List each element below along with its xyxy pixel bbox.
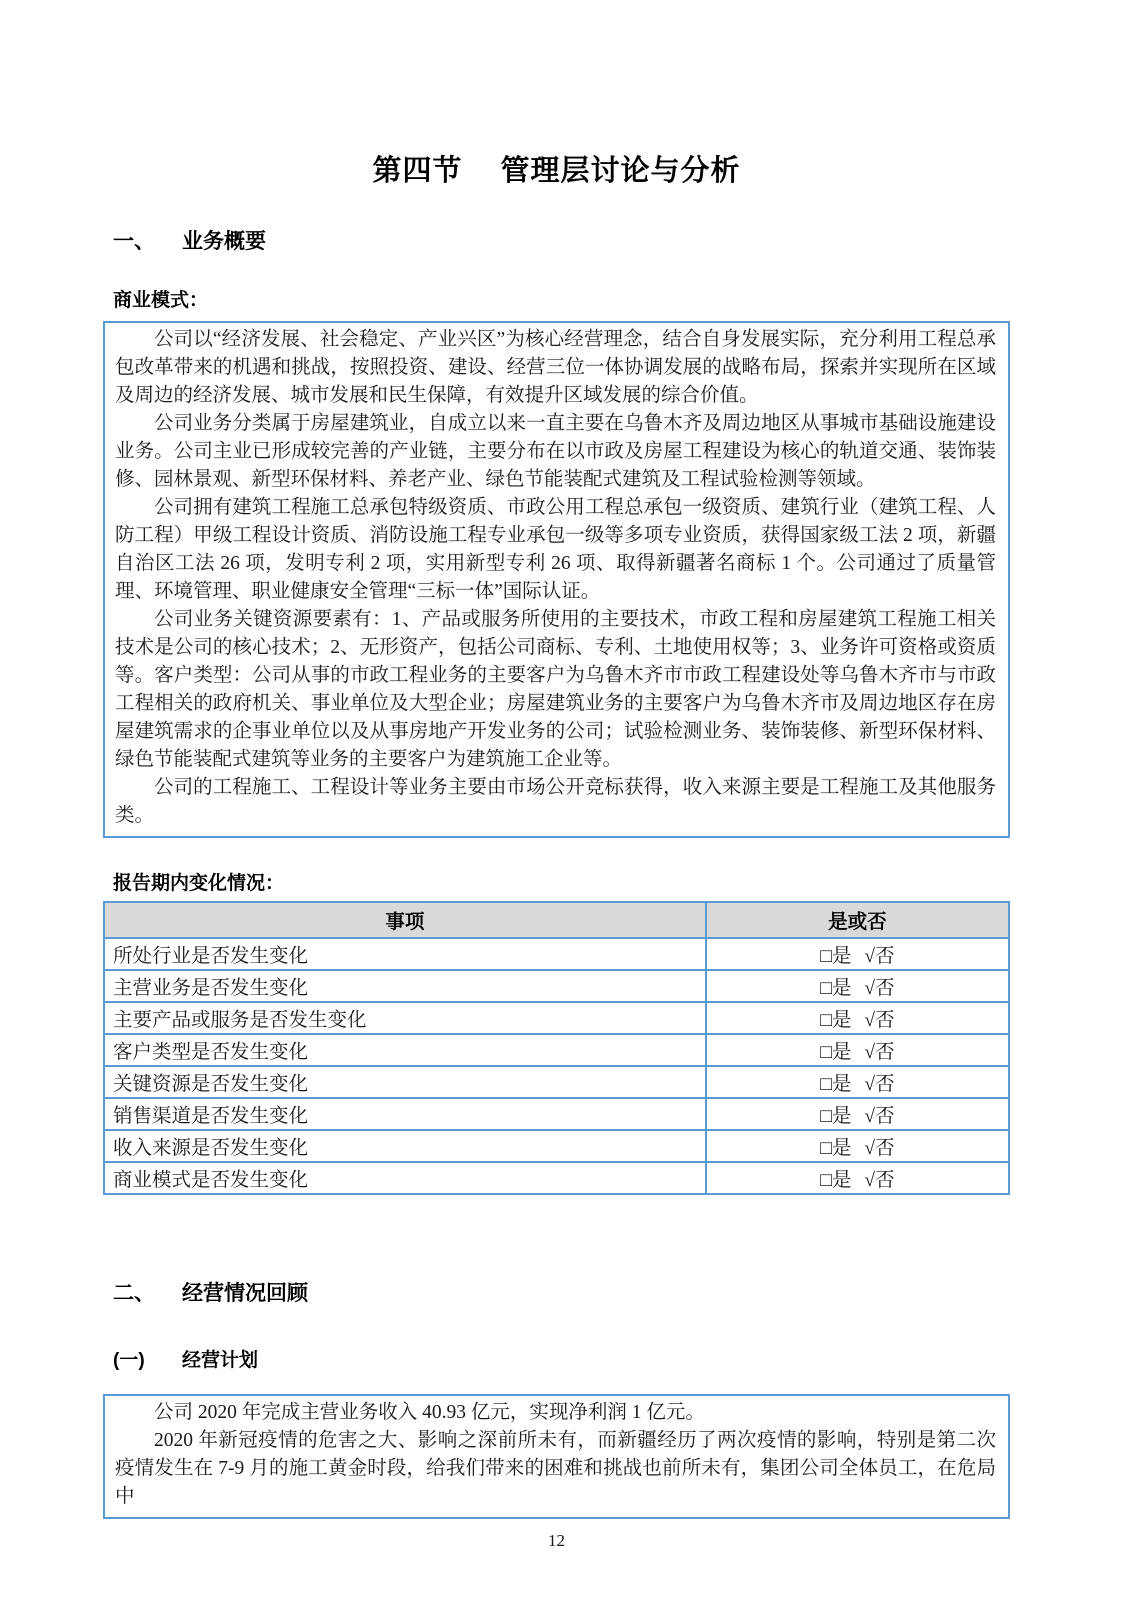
changes-label: 报告期内变化情况： (113, 873, 285, 894)
row-item-label: 客户类型是否发生变化 (104, 1034, 706, 1066)
section-2-number: 二、 (113, 1282, 155, 1305)
row-answer: □是 √否 (706, 1130, 1009, 1162)
section-2-title: 经营情况回顾 (182, 1282, 308, 1305)
table-row (104, 1034, 1009, 1066)
subsection-title: 经营计划 (182, 1350, 259, 1371)
page-title-text: 管理层讨论与分析 (500, 155, 741, 187)
row-item-label: 关键资源是否发生变化 (104, 1066, 706, 1098)
row-answer: □是 √否 (706, 1034, 1009, 1066)
column-header-item: 事项 (104, 902, 706, 938)
changes-table-header-row (104, 902, 1009, 938)
row-answer: □是 √否 (706, 1162, 1009, 1194)
business-model-paragraph-1: 公司以“经济发展、社会稳定、产业兴区”为核心经营理念，结合自身发展实际，充分利用工程总承包改革带来的机遇和挑战，按照投资、建设、经营三位一体协调发展的战略布局，探索并实现所在区域及周边的经济发展、城市发展和民生保障，有效提升区域发展的综合价值。 (115, 329, 996, 406)
section-1-title: 业务概要 (182, 230, 266, 253)
row-item-label: 商业模式是否发生变化 (104, 1162, 706, 1194)
subsection-heading (113, 1345, 1010, 1372)
business-model-paragraph-5: 公司的工程施工、工程设计等业务主要由市场公开竞标获得，收入来源主要是工程施工及其他服务类。 (115, 777, 996, 826)
table-row (104, 1066, 1009, 1098)
table-row (104, 1162, 1009, 1194)
row-answer: □是 √否 (706, 1002, 1009, 1034)
table-row (104, 938, 1009, 970)
row-answer: □是 √否 (706, 938, 1009, 970)
operating-plan-box (103, 1394, 1010, 1519)
business-model-box (103, 321, 1010, 838)
row-answer: □是 √否 (706, 970, 1009, 1002)
row-item-label: 所处行业是否发生变化 (104, 938, 706, 970)
table-row (104, 970, 1009, 1002)
subsection-number: (一) (113, 1350, 145, 1371)
row-item-label: 收入来源是否发生变化 (104, 1130, 706, 1162)
table-row (104, 1098, 1009, 1130)
section-1-number: 一、 (113, 230, 155, 253)
section-1-heading (113, 225, 1010, 255)
row-item-label: 主要产品或服务是否发生变化 (104, 1002, 706, 1034)
business-model-paragraph-2: 公司业务分类属于房屋建筑业，自成立以来一直主要在乌鲁木齐及周边地区从事城市基础设施建设业务。公司主业已形成较完善的产业链，主要分布在以市政及房屋工程建设为核心的轨道交通、装饰装修、园林景观、新型环保材料、养老产业、绿色节能装配式建筑及工程试验检测等领域。 (115, 413, 996, 490)
page-number: 12 (548, 1531, 565, 1550)
table-row (104, 1130, 1009, 1162)
operating-plan-paragraph-1: 公司 2020 年完成主营业务收入 40.93 亿元，实现净利润 1 亿元。 (154, 1402, 705, 1423)
business-model-paragraph-4: 公司业务关键资源要素有：1、产品或服务所使用的主要技术，市政工程和房屋建筑工程施工相关技术是公司的核心技术；2、无形资产，包括公司商标、专利、土地使用权等；3、业务许可资格或资质等。客户类型：公司从事的市政工程业务的主要客户为乌鲁木齐市市政工程建设处等乌鲁木齐市与市政工程相关的政府机关、事业单位及大型企业；房屋建筑业务的主要客户为乌鲁木齐市及周边地区存在房屋建筑需求的企事业单位以及从事房地产开发业务的公司；试验检测业务、装饰装修、新型环保材料、绿色节能装配式建筑等业务的主要客户为建筑施工企业等。 (115, 609, 996, 770)
page-title (103, 0, 1010, 189)
section-2-heading (113, 1277, 1010, 1307)
row-answer: □是 √否 (706, 1098, 1009, 1130)
row-item-label: 销售渠道是否发生变化 (104, 1098, 706, 1130)
business-model-label: 商业模式： (113, 290, 209, 311)
operating-plan-paragraph-2: 2020 年新冠疫情的危害之大、影响之深前所未有，而新疆经历了两次疫情的影响，特别是第二次疫情发生在 7-9 月的施工黄金时段，给我们带来的困难和挑战也前所未有，集团公司全体员工，在危局中 (115, 1430, 996, 1507)
row-item-label: 主营业务是否发生变化 (104, 970, 706, 1002)
table-row (104, 1002, 1009, 1034)
changes-table (103, 901, 1010, 1195)
business-model-paragraph-3: 公司拥有建筑工程施工总承包特级资质、市政公用工程总承包一级资质、建筑行业（建筑工程、人防工程）甲级工程设计资质、消防设施工程专业承包一级等多项专业资质，获得国家级工法 2 项，新疆自治区工法 26 项，发明专利 2 项，实用新型专利 26 项、取得新疆著名商标 1 个。公司通过了质量管理、环境管理、职业健康安全管理“三标一体”国际认证。 (115, 497, 996, 602)
page-title-section-number: 第四节 (372, 155, 463, 187)
column-header-answer: 是或否 (706, 902, 1009, 938)
row-answer: □是 √否 (706, 1066, 1009, 1098)
